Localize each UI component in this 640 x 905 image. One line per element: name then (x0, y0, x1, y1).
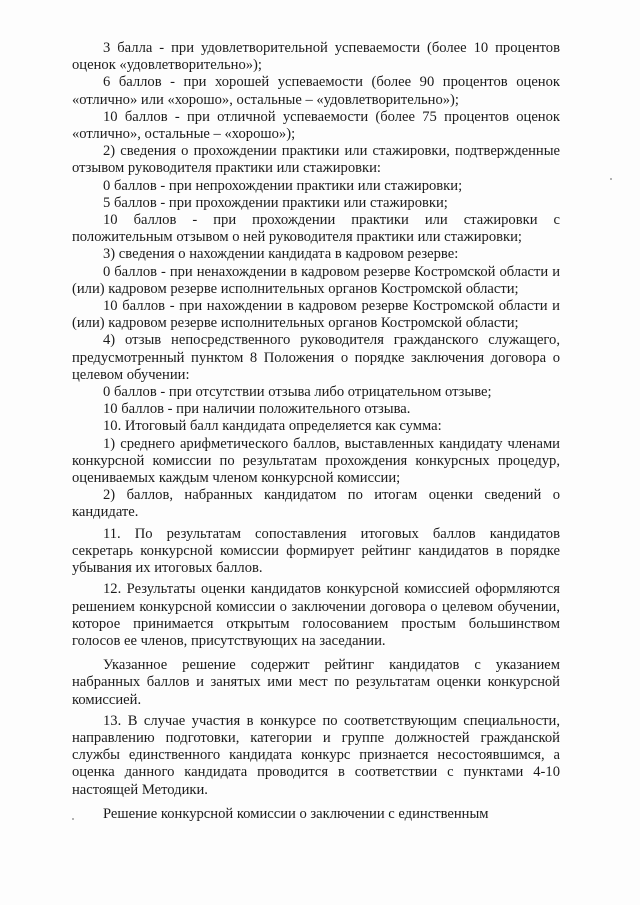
paragraph-single-candidate-decision: Решение конкурсной комиссии о заключении с единственным (103, 805, 489, 822)
paragraph-score-3-satisfactory: 3 балла - при удовлетворительной успеваемости (более 10 процентов оценок «удовлетворительно»); (72, 40, 560, 74)
paragraph-practice-5: 5 баллов - при прохождении практики или стажировки; (103, 194, 448, 211)
paragraph-decision-rating: Указанное решение содержит рейтинг кандидатов с указанием набранных баллов и занятых ими мест по результатам оценки конкурсной комиссией. (72, 657, 560, 708)
paragraph-reserve-10: 10 баллов - при нахождении в кадровом резерве Костромской области и (или) кадровом резерве исполнительных органов Костромской области; (72, 298, 560, 332)
paragraph-review-10: 10 баллов - при наличии положительного отзыва. (103, 401, 411, 418)
scan-speck (72, 818, 74, 820)
paragraph-review-0: 0 баллов - при отсутствии отзыва либо отрицательном отзыве; (103, 384, 492, 401)
paragraph-item-10: 10. Итоговый балл кандидата определяется как сумма: (103, 418, 442, 435)
paragraph-score-10-excellent: 10 баллов - при отличной успеваемости (более 75 процентов оценок «отлично», остальные – «хорошо»); (72, 108, 560, 143)
paragraph-item-10-1: 1) среднего арифметического баллов, выставленных кандидату членами конкурсной комиссии по результатам прохождения конкурсных процедур, оцениваемых каждым членом конкурсной комиссии; (72, 435, 560, 487)
paragraph-score-6-good: 6 баллов - при хорошей успеваемости (более 90 процентов оценок «отлично» или «хорошо», остальные – «удовлетворительно»); (72, 74, 560, 108)
paragraph-item-10-2: 2) баллов, набранных кандидатом по итогам оценки сведений о кандидате. (72, 487, 560, 521)
document-body (72, 40, 560, 823)
paragraph-item-13: 13. В случае участия в конкурсе по соответствующим специальности, направлению подготовки, категории и группе должностей гражданской службы единственного кандидата конкурс признается несостоявшимся, а оценка данного кандидата проводится в соответствии с пунктами 4-10 настоящей Методики. (72, 712, 560, 798)
paragraph-practice-10: 10 баллов - при прохождении практики или стажировки с положительным отзывом о ней руководителя практики или стажировки; (72, 212, 560, 246)
paragraph-practice-info: 2) сведения о прохождении практики или стажировки, подтвержденные отзывом руководителя практики или стажировки: (72, 143, 560, 177)
paragraph-practice-0: 0 баллов - при непрохождении практики или стажировки; (103, 177, 463, 194)
paragraph-item-11: 11. По результатам сопоставления итоговых баллов кандидатов секретарь конкурсной комиссии формирует рейтинг кандидатов в порядке убывания их итоговых баллов. (72, 525, 560, 577)
scan-speck (610, 178, 612, 180)
paragraph-reserve-info: 3) сведения о нахождении кандидата в кадровом резерве: (103, 246, 459, 263)
paragraph-supervisor-review: 4) отзыв непосредственного руководителя гражданского служащего, предусмотренный пунктом 8 Положения о порядке заключения договора о целевом обучении: (72, 332, 560, 383)
paragraph-item-12: 12. Результаты оценки кандидатов конкурсной комиссией оформляются решением конкурсной комиссии о заключении договора о целевом обучении, которое принимается открытым голосованием простым большинством голосов ее членов, присутствующих на заседании. (72, 581, 560, 649)
paragraph-reserve-0: 0 баллов - при ненахождении в кадровом резерве Костромской области и (или) кадровом резерве исполнительных органов Костромской области; (72, 263, 560, 297)
